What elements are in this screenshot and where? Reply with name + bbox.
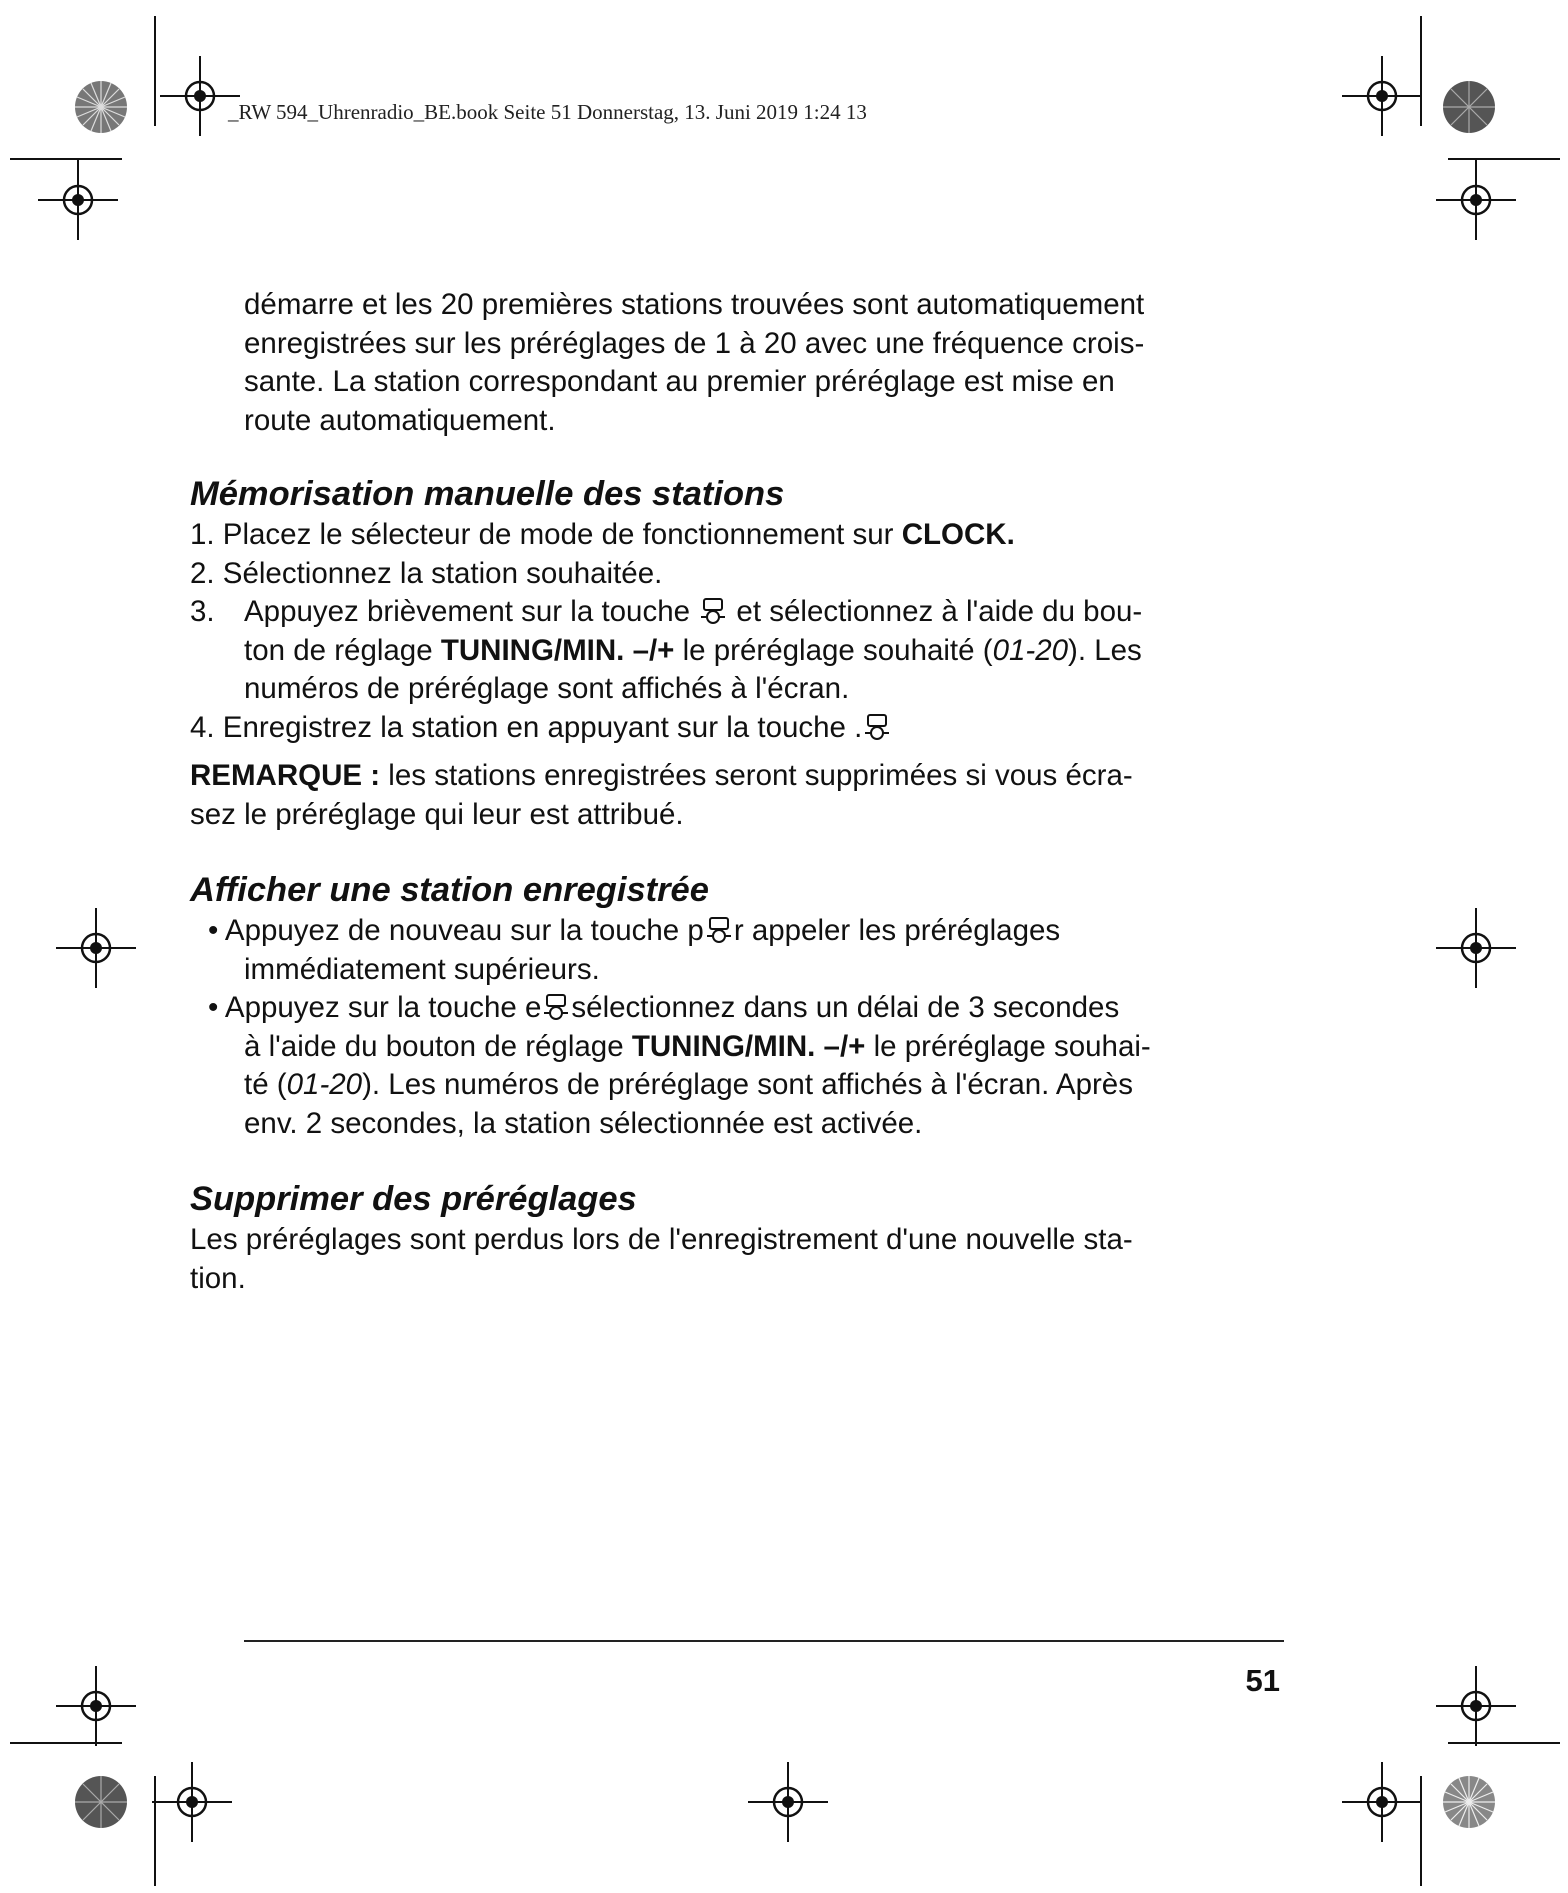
trim-line-top-right-h — [1448, 158, 1560, 160]
step-4 — [190, 709, 1284, 748]
bullet-2-text-c: à l'aide du bouton de réglage — [244, 1029, 632, 1063]
trim-line-top-right-v — [1420, 16, 1422, 126]
step-3-text-c: ton de réglage — [244, 633, 441, 667]
trim-line-bottom-left-v — [154, 1776, 156, 1886]
crosshair-bottom-right-1 — [1342, 1762, 1422, 1842]
bullet-1-text-a: Appuyez de nouveau sur la touche p — [224, 914, 704, 947]
delete-line-1: Les préréglages sont perdus lors de l'enregistrement d'une nouvelle sta- — [190, 1223, 1133, 1256]
bullet-1-text-b: r appeler les préréglages — [733, 914, 1061, 947]
crosshair-top-right-1 — [1342, 56, 1422, 136]
heading-manual-memorization: Mémorisation manuelle des stations — [190, 475, 785, 513]
bullet-2-text-g: env. 2 secondes, la station sélectionnée est activée. — [244, 1106, 923, 1140]
step-1-text: 1. Placez le sélecteur de mode de fonctionnement sur — [190, 518, 902, 551]
note-label: REMARQUE : — [190, 759, 381, 792]
footer-rule — [244, 1640, 1284, 1642]
intro-line-4: route automatiquement. — [244, 403, 556, 437]
bullet-2-text-d: le préréglage souhai- — [865, 1029, 1151, 1063]
bullet-2: • Appuyez sur la touche e sélectionnez dans un délai de 3 secondes à l'aide du bouton de réglage TUNING/MIN. –/+ le préréglage souhai- té (01-20). Les numéros de préréglage sont affichés à l'écran. Après env. 2 secondes, la station sélectionnée est activée. — [208, 991, 1151, 1140]
step-3-text-e: ). Les — [1068, 633, 1142, 667]
trim-line-bottom-left-h — [10, 1742, 122, 1744]
crosshair-bottom-right-2 — [1436, 1666, 1516, 1746]
heading-recall-station: Afficher une station enregistrée — [190, 871, 709, 909]
memory-icon — [541, 993, 571, 1021]
intro-line-1: démarre et les 20 premières stations trouvées sont automatiquement — [244, 288, 1145, 321]
bullet-2-text-f: ). Les numéros de préréglage sont affichés à l'écran. Après — [362, 1068, 1133, 1101]
heading-delete-presets: Supprimer des préréglages — [190, 1180, 637, 1218]
step-4-text: 4. Enregistrez la station en appuyant sur la touche . — [190, 710, 863, 744]
bullet-2-text-a: Appuyez sur la touche e — [224, 991, 542, 1024]
crosshair-mid-left — [56, 908, 136, 988]
rosette-bottom-left — [74, 1775, 128, 1829]
trim-line-top-left-v — [154, 16, 156, 126]
step-3-text-f: numéros de préréglage sont affichés à l'écran. — [244, 672, 850, 705]
intro-line-2: enregistrées sur les préréglages de 1 à 20 avec une fréquence crois- — [244, 326, 1145, 360]
rosette-top-right — [1442, 80, 1496, 134]
bullet-1: • Appuyez de nouveau sur la touche p r appeler les préréglages immédiatement supérieurs. — [208, 914, 1061, 986]
memory-icon — [704, 916, 734, 944]
page-number: 51 — [1245, 1663, 1280, 1698]
step-3-text-d: le préréglage souhaité ( — [674, 633, 993, 667]
bullet-2-range: 01-20 — [286, 1068, 363, 1101]
rosette-bottom-right — [1442, 1775, 1496, 1829]
crosshair-bottom-left-1 — [56, 1666, 136, 1746]
bullet-1-text-c: immédiatement supérieurs. — [244, 952, 600, 986]
step-3-text-b: et sélectionnez à l'aide du bou- — [728, 595, 1143, 628]
trim-line-bottom-right-v — [1420, 1776, 1422, 1886]
bullet-2-text-b: sélectionnez dans un délai de 3 secondes — [571, 991, 1120, 1024]
bullet-2-text-e: té ( — [244, 1068, 287, 1101]
file-info-line: _RW 594_Uhrenradio_BE.book Seite 51 Donnerstag, 13. Juni 2019 1:24 13 — [228, 100, 867, 124]
note-text-2: sez le préréglage qui leur est attribué. — [190, 797, 684, 831]
step-3-number: 3. — [190, 595, 215, 628]
delete-line-2: tion. — [190, 1261, 246, 1295]
crosshair-top-left-2 — [38, 160, 118, 240]
trim-line-top-left-h — [10, 158, 122, 160]
step-1 — [190, 516, 1284, 555]
crosshair-bottom-left-2 — [152, 1762, 232, 1842]
trim-line-bottom-right-h — [1448, 1742, 1560, 1744]
intro-line-3: sante. La station correspondant au premier préréglage est mise en — [244, 365, 1115, 398]
note — [190, 757, 1284, 834]
step-3-range: 01-20 — [992, 633, 1069, 667]
page-content — [190, 286, 1284, 1298]
memory-icon — [862, 713, 892, 741]
crosshair-top-right-2 — [1436, 160, 1516, 240]
crosshair-bottom-center — [748, 1762, 828, 1842]
step-1-bold: CLOCK. — [901, 518, 1015, 551]
note-text: les stations enregistrées seront supprimées si vous écra- — [380, 759, 1133, 792]
crosshair-mid-right — [1436, 908, 1516, 988]
step-2: 2. Sélectionnez la station souhaitée. — [190, 556, 663, 590]
bullet-2-bold: TUNING/MIN. –/+ — [631, 1029, 866, 1063]
memory-icon — [698, 597, 728, 625]
step-3-text-a: Appuyez brièvement sur la touche — [244, 595, 699, 628]
step-3 — [190, 593, 1284, 709]
step-3-bold: TUNING/MIN. –/+ — [440, 633, 675, 667]
rosette-top-left — [74, 80, 128, 134]
